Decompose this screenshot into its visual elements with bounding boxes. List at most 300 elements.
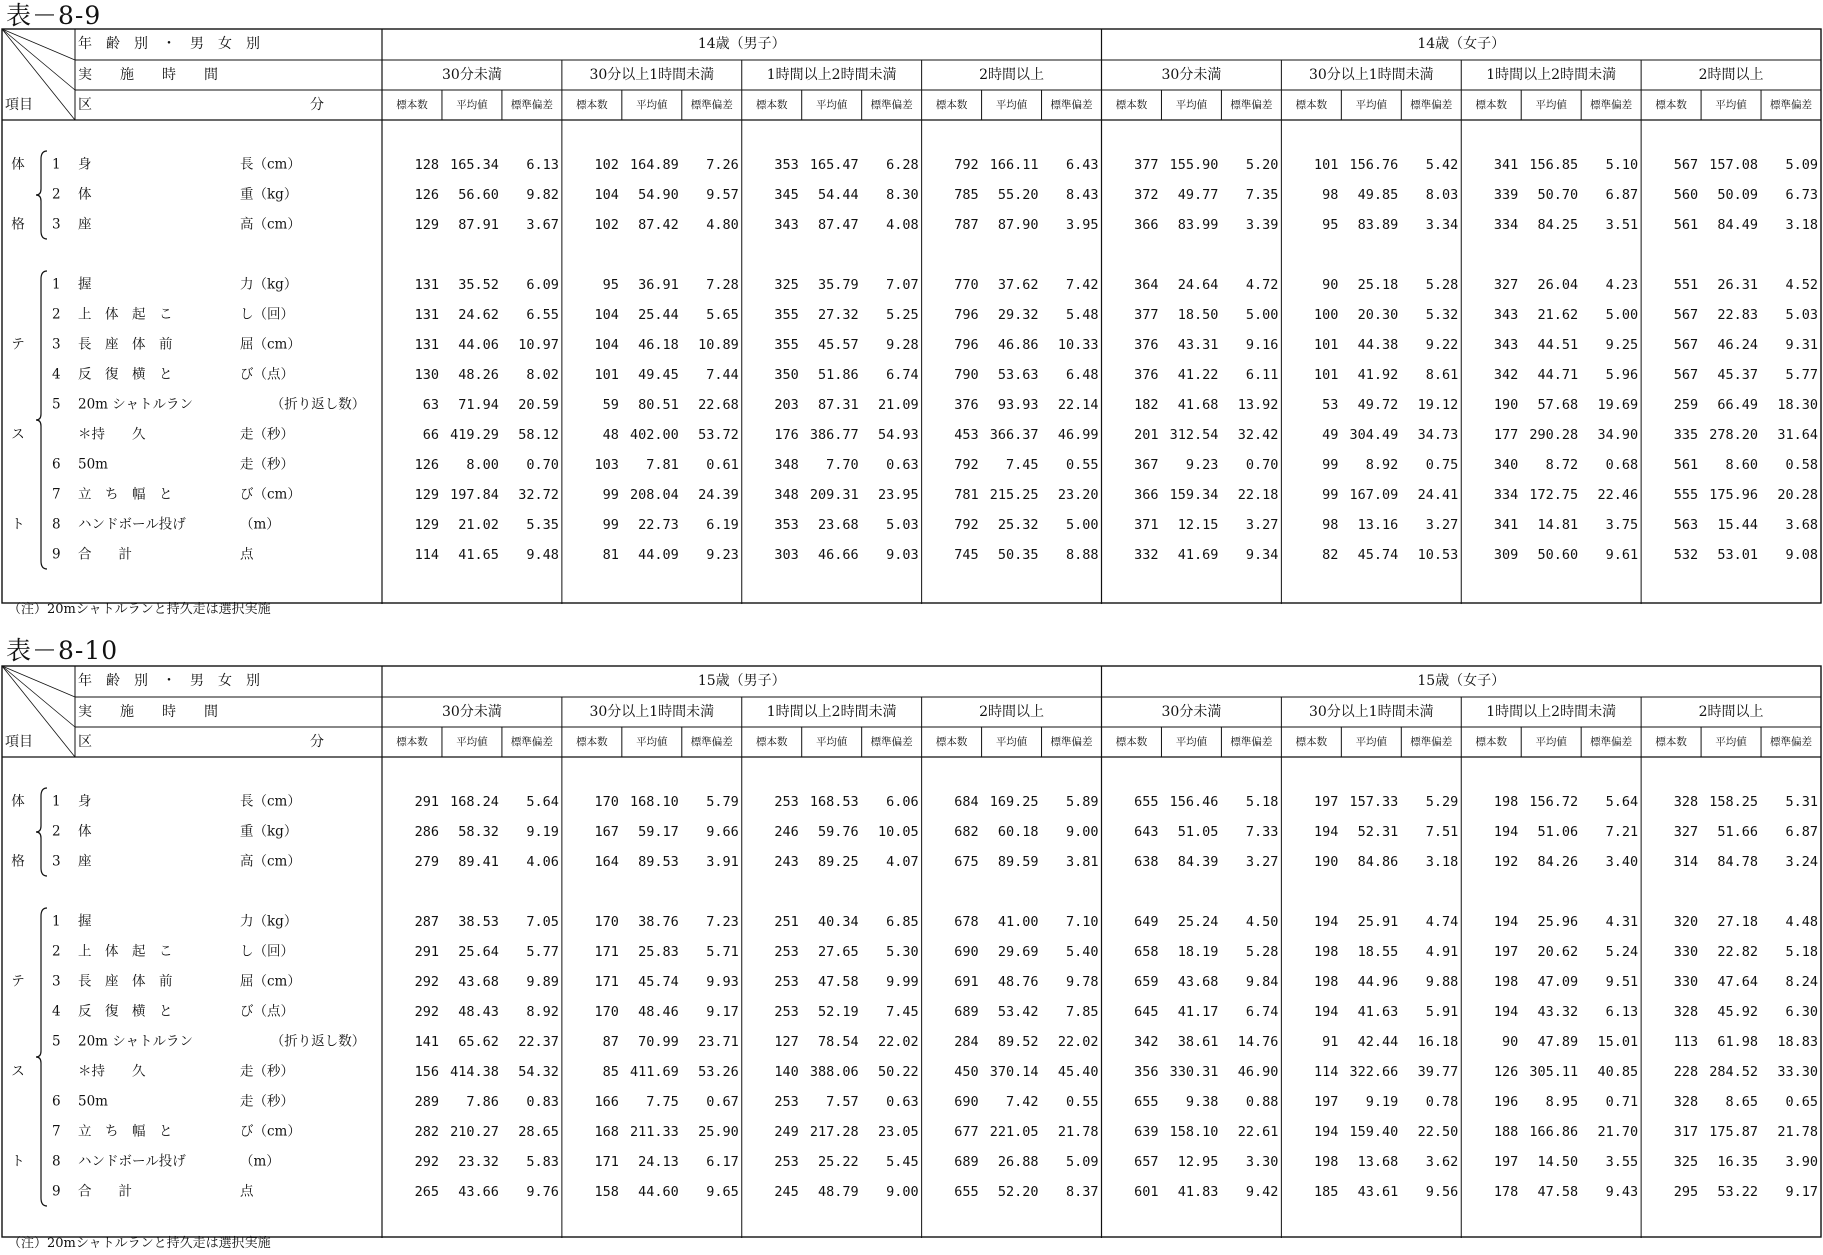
data-cell: 128 (414, 157, 439, 173)
data-cell: 8.92 (1365, 457, 1399, 473)
data-cell: 46.90 (1237, 1064, 1279, 1080)
data-cell: 5.03 (1785, 307, 1818, 323)
data-cell: 80.51 (638, 397, 679, 413)
data-cell: 53.72 (698, 427, 739, 443)
data-cell: 170 (594, 1004, 619, 1020)
data-cell: 87.47 (818, 217, 859, 233)
data-cell: 9.61 (1605, 547, 1639, 563)
data-cell: 53 (1322, 397, 1339, 413)
data-cell: 419.29 (450, 427, 499, 443)
data-cell: 47.09 (1537, 974, 1579, 990)
data-cell: 5.40 (1065, 944, 1099, 960)
data-cell: 168 (594, 1124, 619, 1140)
data-cell: 5.42 (1425, 157, 1459, 173)
data-cell: 386.77 (809, 427, 859, 443)
row-item-name: 身 (78, 156, 92, 173)
time-slot-label: 30分以上1時間未満 (589, 67, 715, 83)
data-cell: 790 (954, 367, 979, 383)
data-cell: 6.85 (886, 914, 919, 930)
data-cell: 356 (1134, 1064, 1159, 1080)
data-cell: 59.17 (638, 824, 679, 840)
data-cell: 7.85 (1065, 1004, 1099, 1020)
data-cell: 52.19 (818, 1004, 859, 1020)
data-cell: 328 (1673, 794, 1699, 810)
data-cell: 7.86 (466, 1094, 499, 1110)
data-cell: 560 (1673, 187, 1699, 203)
row-item-name: 長 座 体 前 (78, 336, 173, 353)
group-label-body: 格 (11, 216, 25, 233)
data-cell: 314 (1673, 854, 1699, 870)
data-cell: 4.52 (1785, 277, 1818, 293)
data-cell: 10.05 (877, 824, 919, 840)
data-cell: 171 (594, 944, 619, 960)
row-item-name: 合 計 (78, 1183, 132, 1200)
data-cell: 197 (1493, 944, 1519, 960)
stat-label: 標本数 (755, 99, 788, 111)
data-cell: 164.89 (630, 157, 679, 173)
data-cell: 87.90 (997, 217, 1039, 233)
data-cell: 40.34 (818, 914, 859, 930)
data-cell: 19.69 (1597, 397, 1639, 413)
data-cell: 792 (954, 457, 979, 473)
stat-label: 標本数 (1655, 99, 1687, 111)
data-cell: 167.09 (1349, 487, 1399, 503)
data-cell: 9.17 (706, 1004, 739, 1020)
data-cell: 46.86 (997, 337, 1039, 353)
data-cell: 309 (1493, 547, 1519, 563)
data-cell: 278.20 (1709, 427, 1759, 443)
data-cell: 48.46 (638, 1004, 679, 1020)
data-cell: 14.50 (1537, 1154, 1579, 1170)
data-cell: 6.13 (1605, 1004, 1639, 1020)
data-cell: 98 (1322, 517, 1339, 533)
data-cell: 102 (594, 157, 619, 173)
data-cell: 377 (1134, 157, 1159, 173)
data-cell: 6.11 (1245, 367, 1279, 383)
data-cell: 561 (1673, 217, 1699, 233)
stat-label: 平均値 (1715, 99, 1747, 111)
data-cell: 48.79 (818, 1184, 859, 1200)
stat-label: 標準偏差 (510, 99, 553, 111)
stat-label: 平均値 (1535, 99, 1567, 111)
data-cell: 23.95 (877, 487, 919, 503)
data-cell: 6.55 (526, 307, 559, 323)
data-cell: 5.71 (706, 944, 739, 960)
data-cell: 3.55 (1605, 1154, 1639, 1170)
data-cell: 8.03 (1425, 187, 1459, 203)
data-cell: 402.00 (630, 427, 679, 443)
stat-label: 平均値 (1535, 736, 1567, 748)
data-cell: 5.45 (886, 1154, 919, 1170)
data-cell: 84.49 (1717, 217, 1759, 233)
row-item-name: 反 復 横 と (78, 366, 173, 383)
data-cell: 48.43 (458, 1004, 499, 1020)
data-cell: 34.90 (1597, 427, 1639, 443)
data-cell: 0.55 (1065, 457, 1099, 473)
data-cell: 66.49 (1717, 397, 1759, 413)
data-cell: 364 (1134, 277, 1159, 293)
data-cell: 194 (1313, 1124, 1339, 1140)
data-cell: 159.34 (1169, 487, 1219, 503)
data-cell: 0.83 (526, 1094, 559, 1110)
data-cell: 27.65 (818, 944, 859, 960)
data-cell: 243 (774, 854, 799, 870)
data-cell: 9.43 (1605, 1184, 1639, 1200)
header-kubun-label: 区 (78, 97, 92, 113)
data-cell: 23.71 (698, 1034, 739, 1050)
row-number: 4 (52, 366, 61, 383)
stat-label: 標本数 (1655, 736, 1687, 748)
data-cell: 171 (594, 1154, 619, 1170)
data-cell: 796 (954, 307, 979, 323)
data-cell: 5.65 (706, 307, 739, 323)
data-cell: 8.95 (1545, 1094, 1579, 1110)
row-number: 3 (52, 336, 61, 353)
data-cell: 35.52 (458, 277, 499, 293)
data-cell: 24.41 (1417, 487, 1459, 503)
row-item-name: 立 ち 幅 と (78, 486, 173, 503)
stat-label: 標本数 (1295, 99, 1328, 111)
data-cell: 157.08 (1709, 157, 1759, 173)
data-cell: 45.57 (818, 337, 859, 353)
data-cell: 164 (594, 854, 619, 870)
group-label-test: テ (11, 336, 25, 353)
data-cell: 265 (414, 1184, 439, 1200)
data-cell: 7.35 (1245, 187, 1279, 203)
data-cell: 645 (1134, 1004, 1159, 1020)
data-cell: 555 (1673, 487, 1699, 503)
data-cell: 372 (1134, 187, 1159, 203)
data-cell: 41.83 (1177, 1184, 1219, 1200)
data-cell: 197 (1313, 794, 1339, 810)
row-item-name: 20m シャトルラン (78, 396, 194, 413)
data-cell: 7.21 (1605, 824, 1639, 840)
data-cell: 3.24 (1785, 854, 1818, 870)
data-cell: 44.60 (638, 1184, 679, 1200)
data-cell: 89.52 (997, 1034, 1039, 1050)
data-cell: 8.30 (886, 187, 919, 203)
data-cell: 21.02 (458, 517, 499, 533)
data-cell: 10.53 (1417, 547, 1459, 563)
row-item-unit: 重（kg） (240, 823, 298, 840)
data-cell: 48 (602, 427, 619, 443)
header-item-label: 項目 (5, 97, 33, 113)
data-cell: 41.69 (1177, 547, 1219, 563)
data-cell: 141 (414, 1034, 439, 1050)
data-cell: 178 (1493, 1184, 1519, 1200)
data-cell: 5.30 (886, 944, 919, 960)
row-item-unit: び（cm） (240, 1123, 301, 1140)
data-cell: 34.73 (1417, 427, 1459, 443)
data-cell: 54.44 (818, 187, 859, 203)
row-item-unit: び（cm） (240, 486, 301, 503)
data-cell: 8.92 (526, 1004, 559, 1020)
data-cell: 169.25 (989, 794, 1039, 810)
time-slot-label: 30分未満 (1161, 704, 1222, 720)
stat-label: 標準偏差 (1770, 736, 1813, 748)
data-cell: 22.73 (638, 517, 679, 533)
data-cell: 659 (1134, 974, 1159, 990)
data-cell: 71.94 (458, 397, 499, 413)
data-cell: 322.66 (1349, 1064, 1399, 1080)
data-cell: 9.00 (886, 1184, 919, 1200)
row-number: 3 (52, 853, 61, 870)
data-cell: 84.86 (1357, 854, 1399, 870)
data-cell: 14.81 (1537, 517, 1579, 533)
data-cell: 166.11 (989, 157, 1039, 173)
data-cell: 155.90 (1169, 157, 1219, 173)
data-cell: 45.74 (638, 974, 679, 990)
data-cell: 327 (1673, 824, 1699, 840)
data-cell: 131 (414, 307, 439, 323)
grid-line (2, 29, 75, 90)
data-cell: 49 (1322, 427, 1339, 443)
data-cell: 3.95 (1065, 217, 1099, 233)
data-cell: 18.19 (1177, 944, 1219, 960)
row-item-unit: し（回） (240, 306, 294, 323)
time-slot-label: 30分未満 (442, 704, 502, 720)
data-cell: 126 (1493, 1064, 1519, 1080)
data-cell: 100 (1313, 307, 1339, 323)
data-cell: 44.96 (1357, 974, 1399, 990)
row-number: 1 (52, 276, 61, 293)
data-cell: 51.06 (1537, 824, 1579, 840)
data-cell: 325 (774, 277, 799, 293)
data-cell: 51.86 (818, 367, 859, 383)
data-cell: 210.27 (450, 1124, 499, 1140)
time-slot-label: 30分未満 (1161, 67, 1222, 83)
data-cell: 253 (774, 1094, 799, 1110)
data-cell: 22.83 (1717, 307, 1759, 323)
data-cell: 376 (1134, 337, 1159, 353)
data-cell: 253 (774, 1004, 799, 1020)
row-number: 3 (52, 216, 61, 233)
data-cell: 215.25 (989, 487, 1039, 503)
data-cell: 166.86 (1529, 1124, 1579, 1140)
data-cell: 4.07 (886, 854, 919, 870)
data-cell: 26.88 (997, 1154, 1039, 1170)
data-cell: 25.24 (1177, 914, 1219, 930)
data-cell: 20.30 (1357, 307, 1399, 323)
data-cell: 57.68 (1537, 397, 1579, 413)
data-cell: 6.87 (1605, 187, 1639, 203)
data-cell: 7.42 (1006, 1094, 1039, 1110)
grid-line (2, 29, 75, 60)
data-cell: 41.92 (1357, 367, 1399, 383)
data-cell: 168.24 (450, 794, 499, 810)
data-cell: 44.06 (458, 337, 499, 353)
data-cell: 303 (774, 547, 799, 563)
data-cell: 156 (414, 1064, 439, 1080)
data-cell: 340 (1493, 457, 1519, 473)
data-cell: 20.62 (1537, 944, 1579, 960)
time-slot-label: 2時間以上 (1698, 67, 1764, 83)
data-cell: 9.19 (1365, 1094, 1399, 1110)
data-cell: 9.57 (706, 187, 739, 203)
data-cell: 0.55 (1065, 1094, 1099, 1110)
data-cell: 8.60 (1725, 457, 1759, 473)
data-cell: 7.28 (706, 277, 739, 293)
data-cell: 89.25 (818, 854, 859, 870)
data-cell: 655 (1134, 794, 1159, 810)
data-cell: 13.68 (1357, 1154, 1399, 1170)
row-number: 1 (52, 156, 61, 173)
group-label-test: ス (11, 426, 25, 443)
data-cell: 33.30 (1777, 1064, 1818, 1080)
data-cell: 41.63 (1357, 1004, 1399, 1020)
data-cell: 3.30 (1245, 1154, 1279, 1170)
data-cell: 70.99 (638, 1034, 679, 1050)
data-cell: 194 (1493, 824, 1519, 840)
data-cell: 284 (954, 1034, 979, 1050)
data-cell: 24.64 (1177, 277, 1219, 293)
data-cell: 655 (954, 1184, 979, 1200)
data-cell: 367 (1134, 457, 1159, 473)
data-cell: 101 (1313, 367, 1339, 383)
group-label-test: ト (11, 516, 25, 533)
data-cell: 342 (1134, 1034, 1159, 1050)
data-cell: 129 (414, 217, 439, 233)
data-cell: 6.19 (706, 517, 739, 533)
data-cell: 93.93 (997, 397, 1039, 413)
data-cell: 190 (1313, 854, 1339, 870)
data-cell: 45.92 (1717, 1004, 1759, 1020)
data-table-8-9 (0, 28, 1823, 604)
data-cell: 39.77 (1417, 1064, 1459, 1080)
data-cell: 9.48 (526, 547, 559, 563)
stat-label: 標本数 (1295, 736, 1328, 748)
data-cell: 3.91 (706, 854, 739, 870)
row-item-name: 合 計 (78, 546, 132, 563)
row-item-name: 身 (78, 793, 92, 810)
data-cell: 182 (1134, 397, 1159, 413)
data-cell: 5.91 (1425, 1004, 1459, 1020)
row-item-name: 握 (78, 913, 92, 930)
data-cell: 228 (1673, 1064, 1699, 1080)
data-cell: 345 (774, 187, 799, 203)
data-cell: 63 (422, 397, 439, 413)
data-cell: 745 (954, 547, 979, 563)
data-cell: 5.64 (1605, 794, 1639, 810)
row-item-unit: （折り返し数） (270, 396, 366, 413)
data-cell: 658 (1134, 944, 1159, 960)
data-cell: 43.61 (1357, 1184, 1399, 1200)
data-cell: 9.28 (886, 337, 919, 353)
data-cell: 158.25 (1709, 794, 1759, 810)
data-cell: 23.20 (1057, 487, 1099, 503)
data-cell: 334 (1493, 487, 1519, 503)
data-cell: 98 (1322, 187, 1339, 203)
data-cell: 58.12 (518, 427, 559, 443)
data-cell: 9.51 (1605, 974, 1639, 990)
row-item-unit: 力（kg） (240, 276, 298, 293)
data-cell: 158 (594, 1184, 619, 1200)
data-cell: 41.17 (1177, 1004, 1219, 1020)
data-cell: 317 (1673, 1124, 1699, 1140)
data-cell: 49.85 (1357, 187, 1399, 203)
data-cell: 9.82 (526, 187, 559, 203)
data-cell: 25.44 (638, 307, 679, 323)
data-cell: 114 (414, 547, 439, 563)
data-cell: 246 (774, 824, 799, 840)
row-item-name: 反 復 横 と (78, 1003, 173, 1020)
data-cell: 8.88 (1065, 547, 1099, 563)
data-cell: 54.32 (518, 1064, 559, 1080)
row-item-name: ハンドボール投げ (78, 1153, 186, 1170)
data-cell: 343 (774, 217, 799, 233)
data-cell: 3.34 (1425, 217, 1459, 233)
data-cell: 6.30 (1785, 1004, 1818, 1020)
data-cell: 343 (1493, 337, 1519, 353)
data-cell: 194 (1313, 1004, 1339, 1020)
data-cell: 3.27 (1425, 517, 1459, 533)
data-cell: 8.24 (1785, 974, 1818, 990)
data-cell: 10.97 (518, 337, 559, 353)
data-cell: 46.99 (1057, 427, 1099, 443)
data-cell: 9.42 (1245, 1184, 1279, 1200)
data-cell: 4.72 (1245, 277, 1279, 293)
data-cell: 5.28 (1245, 944, 1279, 960)
data-cell: 21.78 (1057, 1124, 1099, 1140)
data-cell: 45.37 (1717, 367, 1759, 383)
data-cell: 0.58 (1785, 457, 1818, 473)
data-cell: 81 (602, 547, 619, 563)
data-cell: 0.63 (886, 1094, 919, 1110)
stat-label: 標準偏差 (1050, 736, 1093, 748)
data-cell: 25.90 (698, 1124, 739, 1140)
data-cell: 690 (954, 1094, 979, 1110)
row-item-unit: 長（cm） (240, 156, 301, 173)
data-cell: 44.51 (1537, 337, 1579, 353)
data-cell: 5.35 (526, 517, 559, 533)
data-cell: 7.05 (526, 914, 559, 930)
bracket (36, 908, 47, 1206)
time-slot-label: 1時間以上2時間未満 (1486, 67, 1617, 83)
grid-line (2, 666, 75, 697)
data-cell: 5.09 (1065, 1154, 1099, 1170)
data-cell: 353 (774, 517, 799, 533)
data-cell: 175.96 (1709, 487, 1759, 503)
stat-label: 平均値 (636, 99, 668, 111)
row-number: 7 (52, 1123, 61, 1140)
data-cell: 370.14 (989, 1064, 1039, 1080)
data-cell: 350 (774, 367, 799, 383)
data-cell: 26.04 (1537, 277, 1579, 293)
stat-label: 標準偏差 (1230, 736, 1273, 748)
row-item-name: 長 座 体 前 (78, 973, 173, 990)
data-cell: 4.08 (886, 217, 919, 233)
stat-label: 平均値 (636, 736, 668, 748)
stat-label: 標本数 (1115, 736, 1148, 748)
data-cell: 3.39 (1245, 217, 1279, 233)
data-cell: 678 (954, 914, 979, 930)
data-cell: 343 (1493, 307, 1519, 323)
data-cell: 376 (1134, 367, 1159, 383)
data-cell: 304.49 (1349, 427, 1399, 443)
data-cell: 84.26 (1537, 854, 1579, 870)
row-item-unit: 点 (240, 546, 254, 563)
data-cell: 28.65 (518, 1124, 559, 1140)
time-slot-label: 30分以上1時間未満 (1308, 67, 1434, 83)
row-item-name: 座 (78, 216, 92, 233)
data-cell: 25.83 (638, 944, 679, 960)
data-cell: 330 (1673, 944, 1699, 960)
data-cell: 5.77 (1785, 367, 1818, 383)
data-cell: 411.69 (630, 1064, 679, 1080)
data-cell: 9.65 (706, 1184, 739, 1200)
row-item-unit: し（回） (240, 943, 294, 960)
data-cell: 157.33 (1349, 794, 1399, 810)
